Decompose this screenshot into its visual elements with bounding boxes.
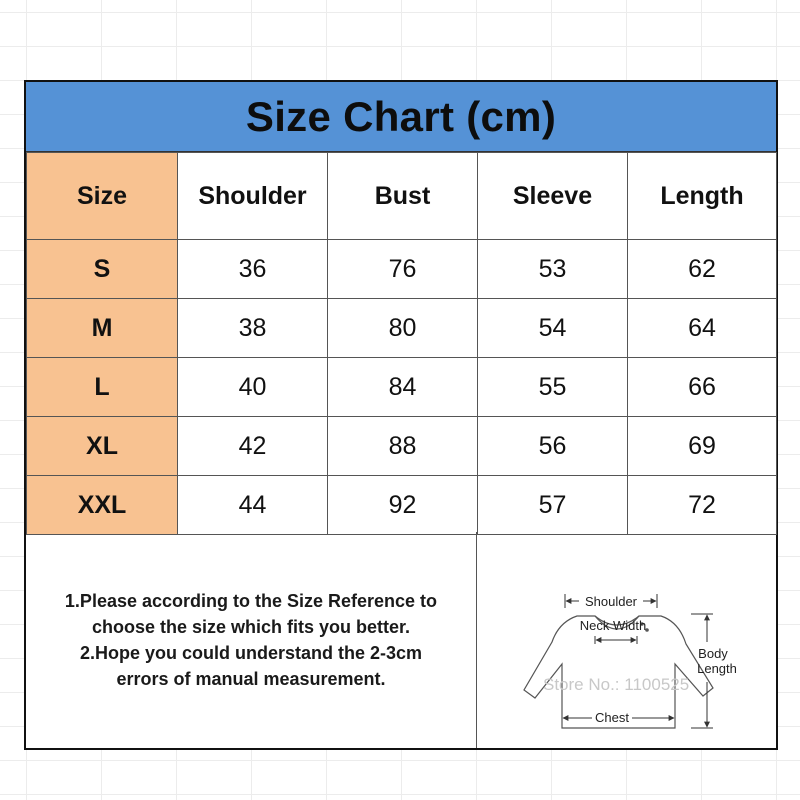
header-shoulder: Shoulder	[178, 153, 328, 240]
header-length: Length	[628, 153, 777, 240]
table-row	[27, 299, 777, 358]
length-cell: 62	[628, 240, 777, 299]
bust-cell: 76	[328, 240, 478, 299]
shirt-diagram	[477, 532, 776, 748]
bust-cell: 88	[328, 417, 478, 476]
bust-cell: 84	[328, 358, 478, 417]
table-row	[27, 240, 777, 299]
length-cell: 69	[628, 417, 777, 476]
measurement-notes	[26, 532, 477, 748]
store-watermark: Store No.: 1100525	[543, 675, 690, 694]
table-row	[27, 417, 777, 476]
length-cell: 64	[628, 299, 777, 358]
bust-cell: 80	[328, 299, 478, 358]
note-line: 2.Hope you could understand the 2-3cm	[79, 643, 423, 663]
chart-title: Size Chart (cm)	[245, 92, 557, 140]
size-chart	[24, 80, 778, 750]
body-length-label: Body	[698, 646, 728, 661]
table-row	[27, 358, 777, 417]
shoulder-cell: 44	[178, 476, 328, 535]
note-line: 1.Please according to the Size Reference to	[64, 591, 438, 611]
sleeve-cell: 57	[478, 476, 628, 535]
body-length-label: Length	[697, 661, 737, 676]
sleeve-cell: 55	[478, 358, 628, 417]
table-header-row	[27, 153, 777, 240]
shoulder-label: Shoulder	[584, 594, 638, 609]
bust-cell: 92	[328, 476, 478, 535]
shoulder-cell: 42	[178, 417, 328, 476]
sleeve-cell: 54	[478, 299, 628, 358]
sleeve-cell: 53	[478, 240, 628, 299]
shoulder-cell: 40	[178, 358, 328, 417]
note-line: errors of manual measurement.	[116, 669, 386, 689]
neck-width-label: Neck Width	[579, 618, 647, 633]
shoulder-cell: 36	[178, 240, 328, 299]
header-bust: Bust	[328, 153, 478, 240]
sleeve-cell: 56	[478, 417, 628, 476]
measurement-diagram	[477, 532, 776, 748]
header-size: Size	[27, 153, 178, 240]
length-cell: 66	[628, 358, 777, 417]
size-label: L	[27, 358, 178, 417]
chest-label: Chest	[595, 710, 629, 725]
shoulder-cell: 38	[178, 299, 328, 358]
length-cell: 72	[628, 476, 777, 535]
size-label: XL	[27, 417, 178, 476]
size-table	[26, 152, 777, 535]
header-sleeve: Sleeve	[478, 153, 628, 240]
note-line: choose the size which fits you better.	[91, 617, 411, 637]
table-row	[27, 476, 777, 535]
size-label: M	[27, 299, 178, 358]
title-bar	[26, 82, 776, 152]
size-label: S	[27, 240, 178, 299]
size-label: XXL	[27, 476, 178, 535]
